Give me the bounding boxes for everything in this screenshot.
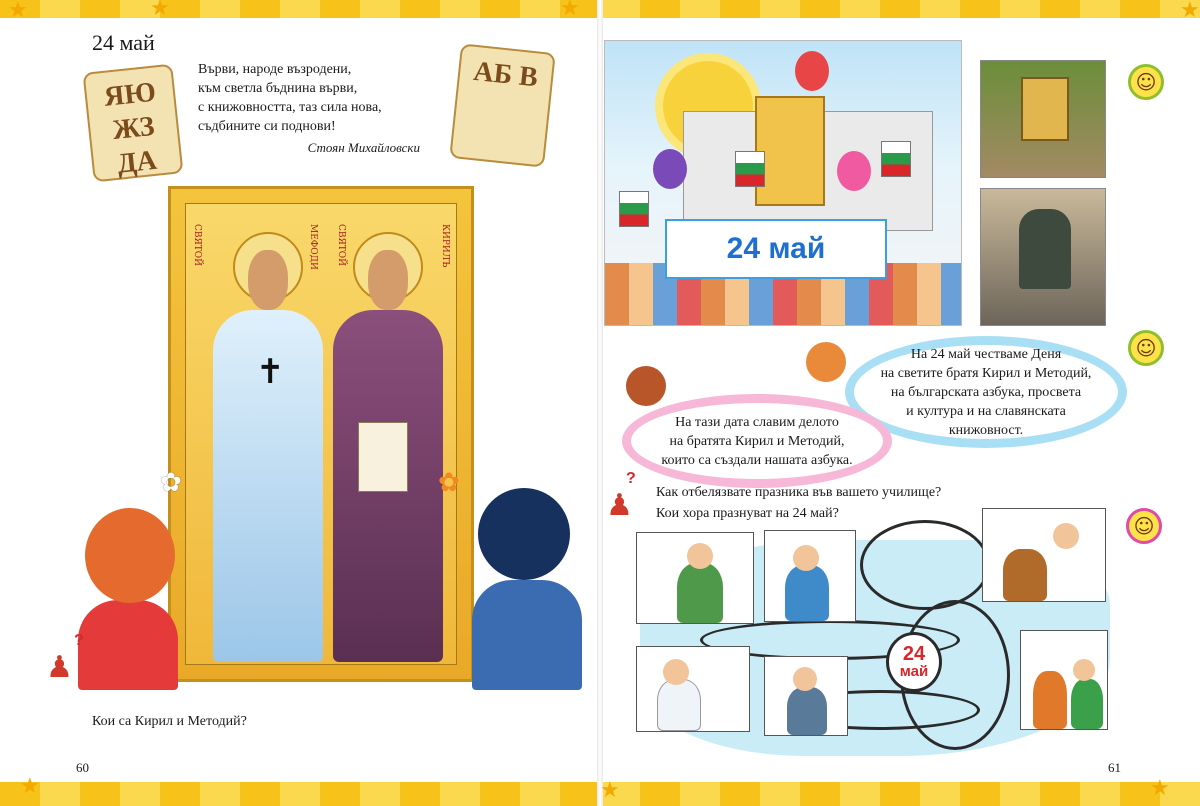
- question-text: Кои са Кирил и Методий?: [92, 714, 247, 729]
- badge-word: май: [899, 663, 929, 680]
- balloon-icon: [837, 151, 871, 191]
- boy-head: [478, 488, 570, 580]
- saint-methodius: [208, 232, 328, 662]
- star-icon: ★: [560, 0, 580, 21]
- page-title: 24 май: [92, 30, 155, 55]
- poem-line: към светла бъднина върви,: [198, 81, 358, 96]
- saints-icon-painting: [168, 186, 474, 682]
- question-mark-icon: ?: [626, 470, 636, 487]
- face: [248, 250, 288, 310]
- poem-line: Върви, народе възродени,: [198, 62, 352, 77]
- flower-icon: ✿: [438, 468, 460, 498]
- icon-label: СВЯТОЙ: [336, 224, 346, 266]
- smiley-icon: ☺: [1128, 330, 1164, 366]
- figure-head: [1073, 659, 1095, 681]
- monument-photo: [980, 188, 1106, 326]
- figure: [1071, 679, 1103, 729]
- gnome-icon: ♟: [606, 488, 633, 523]
- poem-line: с книжовността, таз сила нова,: [198, 100, 382, 115]
- girl-illustration: [78, 600, 178, 690]
- flower-icon: ✿: [160, 468, 182, 498]
- bulgarian-flag-icon: [735, 151, 765, 187]
- bubble-line: които са създали нашата азбука.: [661, 452, 853, 468]
- question-text: Как отбелязвате празника във вашето училище?: [656, 485, 942, 500]
- bubble-line: книжовност.: [948, 422, 1024, 438]
- page-number: 60: [76, 760, 89, 775]
- alphabet-scroll-right: [449, 43, 556, 167]
- figure-head: [687, 543, 713, 569]
- figure-head: [793, 667, 817, 691]
- question-mark-icon: ?: [74, 632, 84, 649]
- badge-number: 24: [902, 643, 926, 665]
- cross-icon: ✝: [256, 352, 285, 392]
- star-icon: ★: [150, 0, 170, 21]
- bubble-line: На тази дата славим делото: [675, 414, 839, 430]
- star-icon: ★: [20, 774, 40, 799]
- date-badge: [886, 632, 942, 692]
- icon-in-photo: [1021, 77, 1069, 141]
- speech-bubble-pink: [622, 394, 892, 488]
- figure: [787, 687, 827, 735]
- star-icon: ★: [1180, 0, 1200, 23]
- figure: [1033, 671, 1067, 729]
- balloon-icon: [653, 149, 687, 189]
- alphabet-scroll-left: [82, 64, 183, 183]
- face: [368, 250, 408, 310]
- celebration-banner: [665, 219, 887, 279]
- poem: [198, 60, 420, 157]
- page-number: 61: [1108, 760, 1121, 775]
- profession-painter-picture: [764, 530, 856, 622]
- icon-label: КИРИЛЪ: [440, 224, 450, 268]
- bubble-line: На 24 май честваме Деня: [910, 346, 1062, 362]
- statue: [1019, 209, 1071, 289]
- figure: [657, 679, 701, 731]
- figure: [1003, 549, 1047, 601]
- question-text: Кои хора празнуват на 24 май?: [656, 506, 839, 521]
- poem-author: Стоян Михайловски: [307, 140, 420, 155]
- gnome-icon: ♟: [46, 650, 73, 685]
- bulgarian-flag-icon: [881, 141, 911, 177]
- profession-musician-picture: [982, 508, 1106, 602]
- figure: [785, 565, 829, 621]
- balloon-icon: [795, 51, 829, 91]
- icon-label: СВЯТОЙ: [192, 224, 202, 266]
- child-avatar: [626, 366, 666, 406]
- figure-head: [1053, 523, 1079, 549]
- bubble-line: и култура и на славянската: [906, 403, 1066, 419]
- celebration-illustration: [604, 40, 962, 326]
- figure-head: [663, 659, 689, 685]
- star-icon: ★: [600, 778, 620, 803]
- scroll-glyphs: АБ В: [472, 55, 540, 94]
- smiley-icon: ☺: [1126, 508, 1162, 544]
- profession-teacher-picture: [1020, 630, 1108, 730]
- saints-icon: [755, 96, 825, 206]
- bubble-line: на братята Кирил и Методий,: [669, 433, 845, 449]
- icon-gold-background: [185, 203, 457, 665]
- maze-path: [860, 520, 990, 610]
- smiley-icon: ☺: [1128, 64, 1164, 100]
- book-spine: [597, 0, 603, 806]
- poem-line: съдбините си поднови!: [198, 119, 336, 134]
- figure: [677, 563, 723, 623]
- banner-text: 24 май: [726, 232, 826, 265]
- profession-doctor-picture: [636, 646, 750, 732]
- icon-label: МЕФОДИ: [308, 224, 318, 270]
- profession-worker-picture: [636, 532, 754, 624]
- profession-office-picture: [764, 656, 848, 736]
- boy-illustration: [472, 580, 582, 690]
- exercise-questions: [656, 482, 941, 524]
- bubble-line: на българската азбука, просвета: [890, 384, 1082, 400]
- star-icon: ★: [8, 0, 28, 23]
- alphabet-scroll: [358, 422, 408, 492]
- bubble-line: на светите братя Кирил и Методий,: [880, 365, 1092, 381]
- girl-head: [85, 508, 175, 603]
- saint-cyril: [328, 232, 448, 662]
- procession-photo: [980, 60, 1106, 178]
- star-icon: ★: [1150, 776, 1170, 801]
- figure-head: [793, 545, 819, 571]
- bulgarian-flag-icon: [619, 191, 649, 227]
- scroll-glyphs: ЯЮ ЖЗ ДА: [102, 76, 159, 180]
- child-avatar: [806, 342, 846, 382]
